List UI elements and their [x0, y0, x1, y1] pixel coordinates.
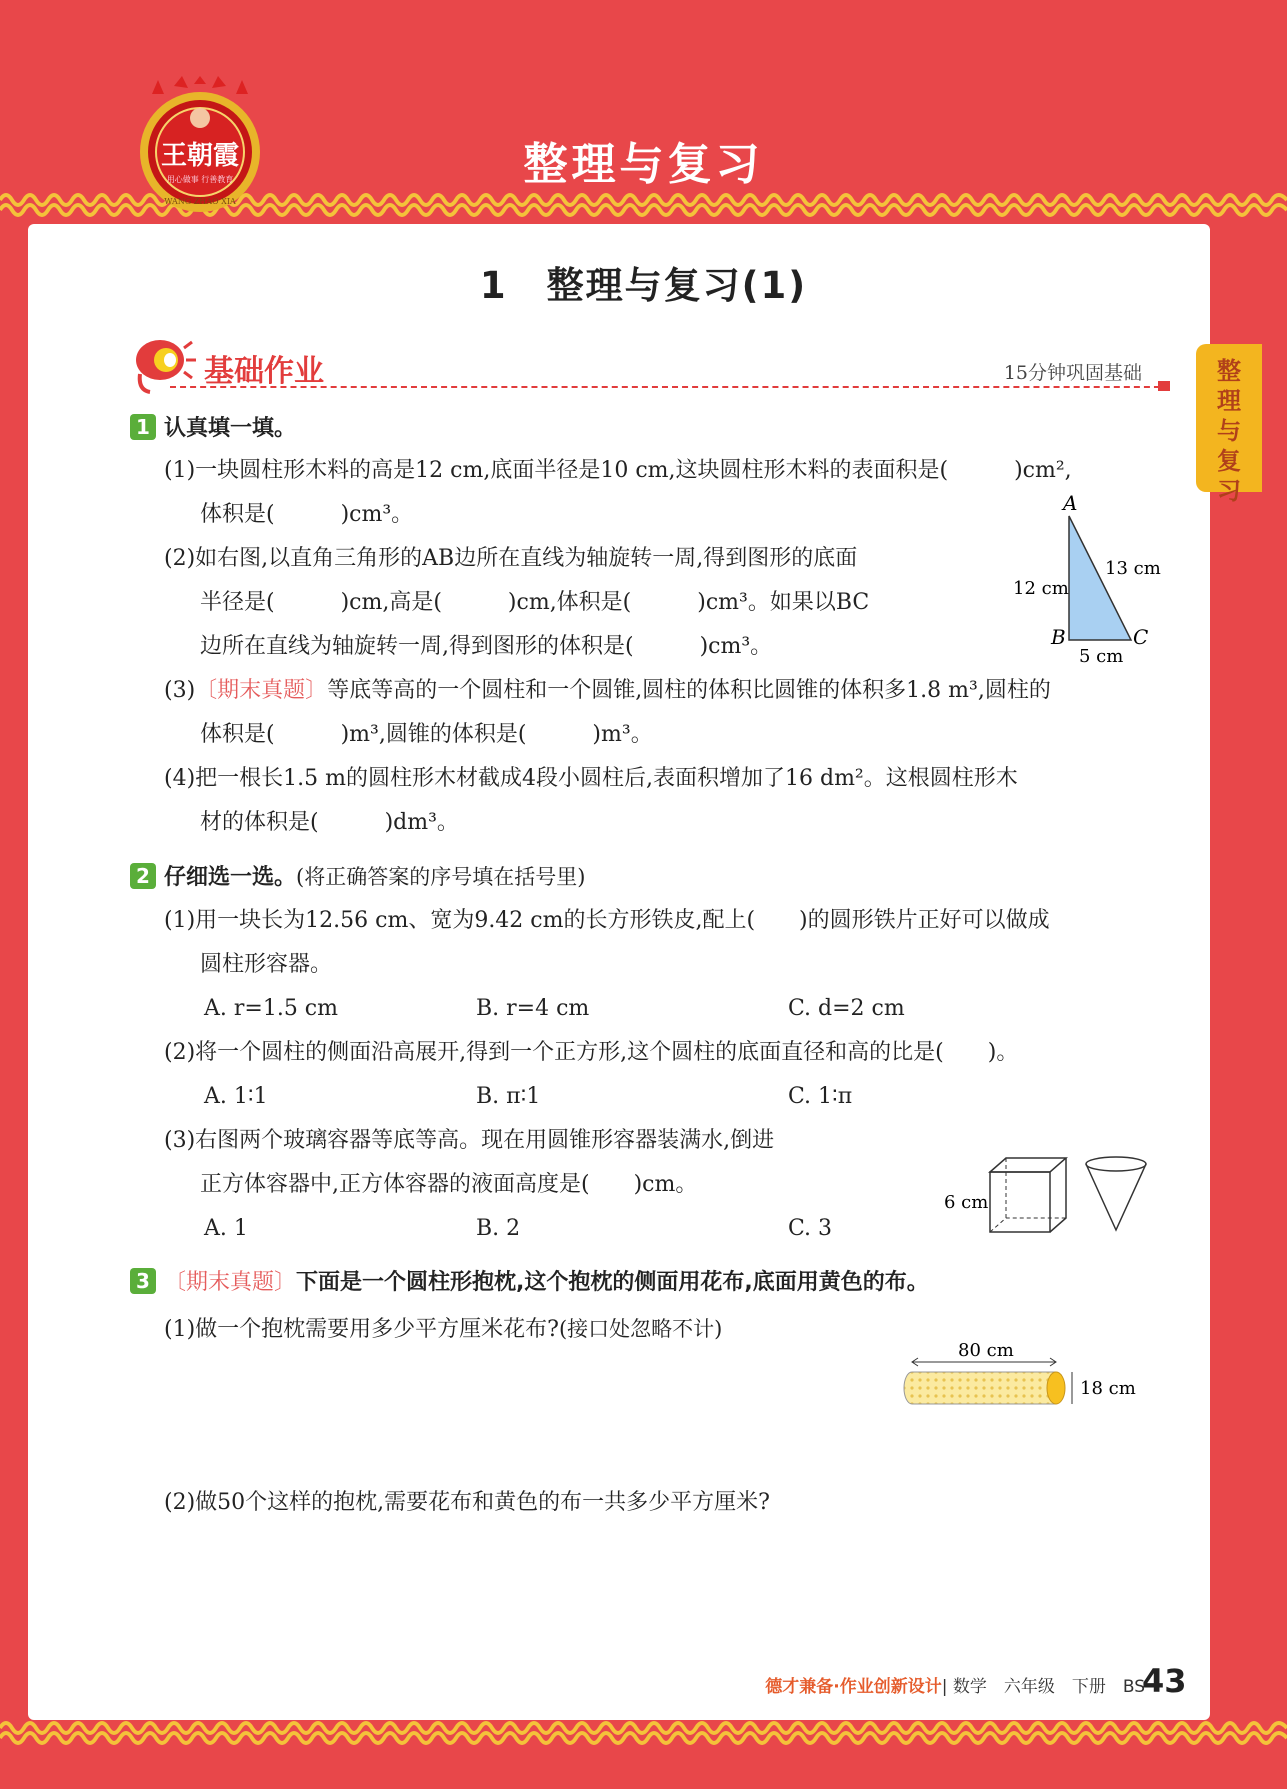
q2-number: 2: [130, 863, 156, 889]
vertex-a-label: A: [1063, 491, 1078, 515]
q2-item-3-option-c: C. 3: [788, 1216, 833, 1241]
vertex-b-label: B: [1051, 625, 1066, 649]
logo-ring-text: WANG ZHAO XIA: [164, 197, 236, 206]
banner-title: 整理与复习: [523, 139, 764, 190]
q3-item-1-line-1: [164, 1314, 722, 1345]
q1-number: 1: [130, 414, 156, 440]
q1-item-2-line-2: 半径是( )cm,高是( )cm,体积是( )cm³。如果以BC: [200, 590, 870, 615]
q2-item-1-option-b: B. r=4 cm: [476, 996, 590, 1021]
side-tab-char: 理: [1217, 387, 1241, 415]
triangle-figure: [1005, 490, 1175, 670]
q1-item-3-prefix: (3): [164, 678, 196, 703]
q2-item-2-option-c: C. 1∶π: [788, 1084, 853, 1109]
q2-item-1-line-2: 圆柱形容器。: [200, 952, 333, 977]
q1-item-1-line-2: 体积是( )cm³。: [200, 502, 414, 527]
side-tab-char: 习: [1217, 477, 1241, 505]
q1-item-4-line-2: 材的体积是( )dm³。: [200, 810, 459, 835]
side-tab: [1196, 344, 1262, 505]
lesson-title: 1 整理与复习(1): [479, 264, 808, 307]
bottom-wave-border: [0, 1716, 1287, 1756]
q2-item-3-option-b: B. 2: [476, 1216, 521, 1241]
side-bc-label: 5 cm: [1079, 646, 1124, 667]
logo-name: 王朝霞: [160, 141, 240, 171]
q1-heading: [130, 414, 296, 444]
q2-item-3-line-2: 正方体容器中,正方体容器的液面高度是( )cm。: [200, 1172, 698, 1197]
logo-motto: 用心做事 行善教育: [166, 175, 234, 184]
side-tab-char: 复: [1217, 447, 1241, 475]
q2-hint: (将正确答案的序号填在括号里): [296, 865, 586, 889]
side-tab-char: 整: [1217, 357, 1241, 385]
q2-heading: [130, 862, 585, 893]
section-note: 15分钟巩固基础: [1003, 362, 1142, 384]
q2-item-2-option-a: A. 1∶1: [204, 1084, 268, 1109]
side-ab-label: 12 cm: [1013, 578, 1069, 599]
section-divider-end: [1158, 381, 1170, 391]
q2-item-1-option-a: A. r=1.5 cm: [204, 996, 338, 1021]
q2-item-2-option-b: B. π∶1: [476, 1084, 541, 1109]
q2-item-2-line-1: (2)将一个圆柱的侧面沿高展开,得到一个正方形,这个圆柱的底面直径和高的比是( )。: [164, 1040, 1019, 1065]
q3-title: 下面是一个圆柱形抱枕,这个抱枕的侧面用花布,底面用黄色的布。: [296, 1270, 929, 1295]
section-divider: [170, 386, 1170, 388]
footer-brand: 德才兼备·作业创新设计: [765, 1677, 942, 1697]
q3-item-2-line-1: (2)做50个这样的抱枕,需要花布和黄色的布一共多少平方厘米?: [164, 1490, 770, 1515]
q2-item-1-line-1: (1)用一块长为12.56 cm、宽为9.42 cm的长方形铁皮,配上( )的圆形铁片正好可以做成: [164, 908, 1050, 933]
q3-item-1-hint: (接口处忽略不计): [558, 1317, 723, 1341]
q1-title: 认真填一填。: [164, 416, 297, 441]
q1-item-3-text: 等底等高的一个圆柱和一个圆锥,圆柱的体积比圆锥的体积多1.8 m³,圆柱的: [327, 678, 1051, 703]
pillow-figure: [900, 1336, 1140, 1416]
q1-item-3-line-1: [164, 676, 1051, 706]
q1-item-3-line-2: 体积是( )m³,圆锥的体积是( )m³。: [200, 722, 653, 747]
pillow-diameter-label: 18 cm: [1080, 1378, 1136, 1399]
q3-heading: [130, 1268, 929, 1298]
cube-side-label: 6 cm: [944, 1192, 989, 1213]
q3-item-1-text: (1)做一个抱枕需要用多少平方厘米花布?: [164, 1317, 559, 1342]
q1-item-3-tag: 〔期末真题〕: [195, 678, 328, 703]
pillow-length-label: 80 cm: [958, 1340, 1014, 1361]
side-ac-label: 13 cm: [1105, 558, 1161, 579]
q1-item-4-line-1: (4)把一根长1.5 m的圆柱形木材截成4段小圆柱后,表面积增加了16 dm²。这根圆柱形木: [164, 766, 1018, 791]
q2-title: 仔细选一选。: [164, 865, 297, 890]
section-title: 基础作业: [204, 354, 324, 389]
q2-item-1-option-c: C. d=2 cm: [788, 996, 905, 1021]
footer-text: [765, 1672, 1145, 1697]
side-tab-char: 与: [1217, 417, 1241, 445]
q1-item-2-line-1: (2)如右图,以直角三角形的AB边所在直线为轴旋转一周,得到图形的底面: [164, 546, 858, 571]
q1-item-2-line-3: 边所在直线为轴旋转一周,得到图形的体积是( )cm³。: [200, 634, 773, 659]
q3-tag: 〔期末真题〕: [164, 1270, 297, 1295]
section-header: [130, 336, 1170, 396]
q2-item-3-option-a: A. 1: [204, 1216, 248, 1241]
q2-item-3-line-1: (3)右图两个玻璃容器等底等高。现在用圆锥形容器装满水,倒进: [164, 1128, 775, 1153]
q3-number: 3: [130, 1268, 156, 1294]
cube-cone-figure: [940, 1150, 1160, 1260]
vertex-c-label: C: [1133, 625, 1149, 649]
page-number: 43: [1142, 1662, 1187, 1700]
footer-book-info: | 数学 六年级 下册 BS: [941, 1677, 1145, 1697]
q1-item-1-line-1: (1)一块圆柱形木料的高是12 cm,底面半径是10 cm,这块圆柱形木料的表面积是( )cm²,: [164, 458, 1072, 483]
